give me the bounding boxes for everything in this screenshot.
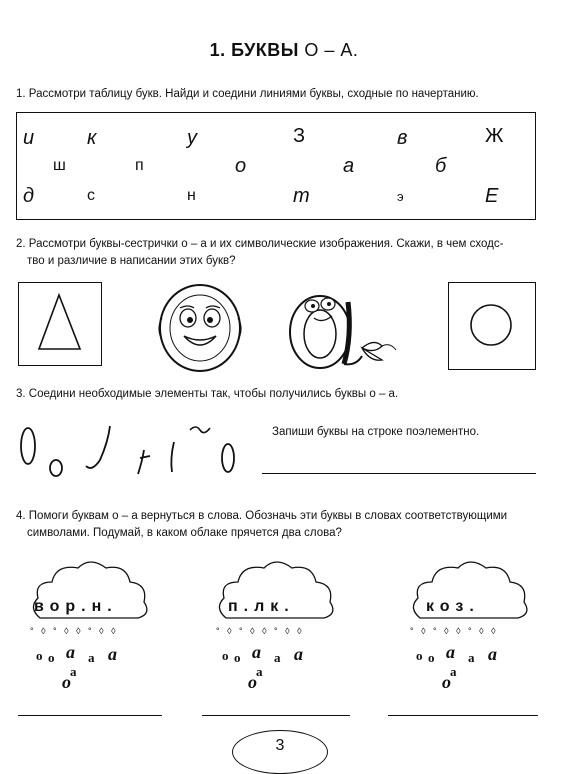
drop-o: о <box>222 648 229 663</box>
letter: о <box>235 155 247 177</box>
task-3-instruction: Запиши буквы на строке поэлементно. <box>272 426 480 438</box>
drop-a: а <box>88 650 95 665</box>
drops-block <box>406 640 534 690</box>
raindrops: ° ◊ ° ◊ ◊ ° ◊ ◊ <box>30 626 116 636</box>
drop-a: а <box>66 642 75 662</box>
drop-o: о <box>48 650 55 665</box>
triangle-symbol-box <box>18 282 102 366</box>
drop-o: о <box>36 648 43 663</box>
letter: ш <box>53 157 66 174</box>
task-1-text: 1. Рассмотри таблицу букв. Найди и соедини линиями буквы, сходные по начертанию. <box>16 88 479 100</box>
drop-a: а <box>252 642 261 662</box>
answer-line[interactable] <box>388 714 538 716</box>
task-4-text <box>16 508 507 542</box>
letter: и <box>23 127 35 149</box>
drop-o: о <box>248 672 257 692</box>
drop-a: а <box>274 650 281 665</box>
title-letters: О – А. <box>304 40 359 60</box>
letter: в <box>397 127 408 149</box>
title-main: 1. БУКВЫ <box>209 40 305 60</box>
cloud-icon <box>26 556 154 628</box>
letter-table <box>16 112 536 220</box>
answer-line[interactable] <box>262 472 536 474</box>
drop-a: а <box>256 664 263 679</box>
task-4-line-1: 4. Помоги буквам о – а вернуться в слова. Обозначь эти буквы в словах соответствующими <box>16 510 508 522</box>
circle-symbol-box <box>448 282 536 370</box>
cloud-group-1 <box>20 556 160 696</box>
letter: З <box>293 125 306 147</box>
answer-line[interactable] <box>202 714 350 716</box>
drops-block <box>212 640 340 690</box>
task-2-line-1: 2. Рассмотри буквы-сестрички о – а и их символические изображения. Скажи, в чем сходс- <box>16 238 504 250</box>
task-3-text: 3. Соедини необходимые элементы так, чтобы получились буквы о – а. <box>16 388 399 400</box>
drop-a: а <box>468 650 475 665</box>
raindrops: ° ◊ ° ◊ ◊ ° ◊ ◊ <box>216 626 302 636</box>
circle-icon <box>449 283 534 368</box>
letter: к <box>87 127 97 149</box>
letter: д <box>23 185 35 207</box>
smiling-o-character-icon <box>150 278 250 378</box>
letter: э <box>397 189 404 204</box>
drops-block <box>26 640 154 690</box>
drop-a: а <box>294 644 303 664</box>
letter: н <box>187 187 196 204</box>
cloud-word: п.лк. <box>228 598 295 615</box>
page-number: 3 <box>275 737 285 754</box>
letter: у <box>187 127 197 149</box>
cloud-icon <box>406 556 534 628</box>
drop-a: а <box>70 664 77 679</box>
cloud-word: вор.н. <box>34 598 118 615</box>
drop-o: о <box>428 650 435 665</box>
drop-o: о <box>442 672 451 692</box>
letter: а <box>343 155 355 177</box>
letter: т <box>293 185 310 207</box>
drop-o: о <box>416 648 423 663</box>
letter: п <box>135 157 144 174</box>
cloud-group-3 <box>400 556 540 696</box>
a-character-with-bow-icon <box>278 276 408 376</box>
drop-a: а <box>450 664 457 679</box>
letter: б <box>435 155 447 177</box>
letter: Ж <box>485 125 504 147</box>
drop-a: а <box>108 644 117 664</box>
cloud-icon <box>212 556 340 628</box>
drop-o: о <box>62 672 71 692</box>
raindrops: ° ◊ ° ◊ ◊ ° ◊ ◊ <box>410 626 496 636</box>
letter: Е <box>485 185 499 207</box>
cloud-word: коз. <box>426 598 480 615</box>
drop-a: а <box>446 642 455 662</box>
cloud-group-2 <box>206 556 346 696</box>
page-title <box>0 40 568 61</box>
drop-a: а <box>488 644 497 664</box>
letter: с <box>87 187 95 204</box>
answer-line[interactable] <box>18 714 162 716</box>
drop-o: о <box>234 650 241 665</box>
task-2-line-2: тво и различие в написании этих букв? <box>27 255 236 267</box>
task-2-text <box>16 236 503 270</box>
letter-elements-icon <box>14 412 250 484</box>
task-4-line-2: символами. Подумай, в каком облаке прячется два слова? <box>27 527 342 539</box>
triangle-icon <box>19 283 100 364</box>
